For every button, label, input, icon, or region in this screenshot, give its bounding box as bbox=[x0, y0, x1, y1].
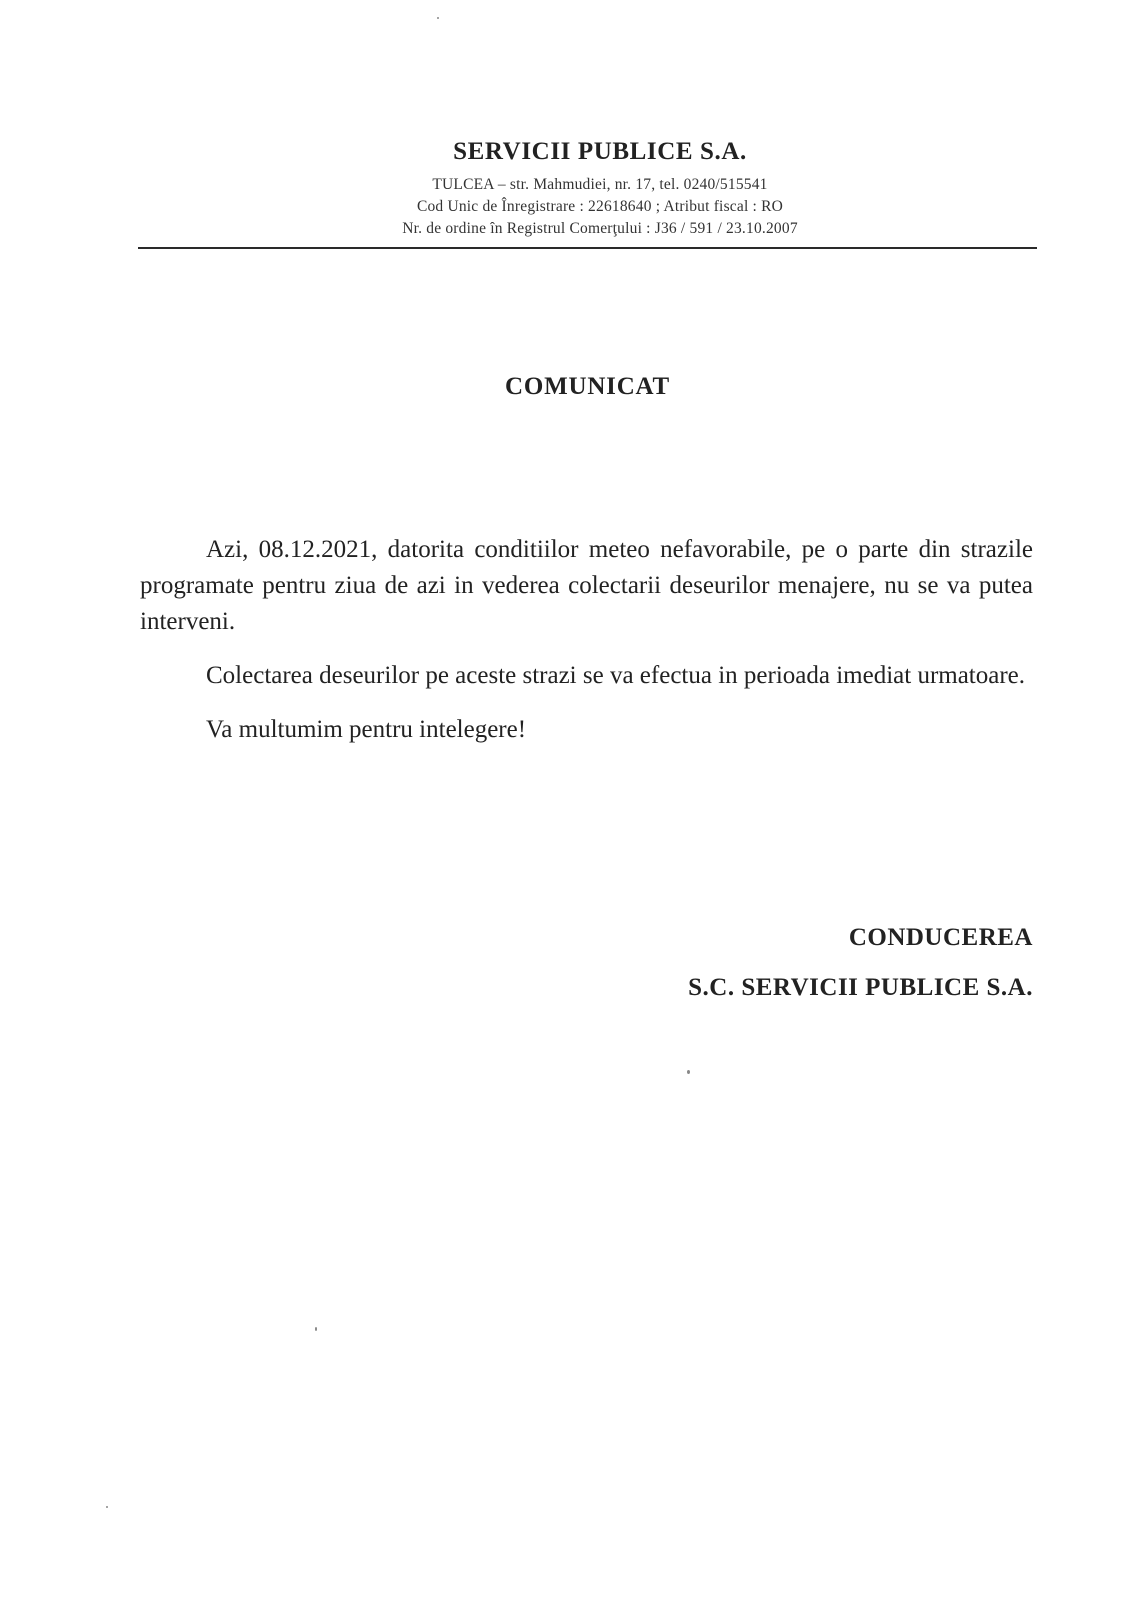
document-title: COMUNICAT bbox=[504, 373, 671, 400]
company-registration: Cod Unic de Înregistrare : 22618640 ; Atribut fiscal : RO bbox=[416, 198, 784, 215]
body-paragraph: Va multumim pentru intelegere! bbox=[206, 716, 527, 743]
signature-title: CONDUCEREA bbox=[848, 924, 1033, 951]
company-address: TULCEA – str. Mahmudiei, nr. 17, tel. 0240/515541 bbox=[432, 176, 768, 193]
letterhead-divider bbox=[138, 247, 1037, 249]
body-paragraph: Colectarea deseurilor pe aceste strazi se va efectua in perioada imediat urmatoare. bbox=[206, 662, 1026, 689]
company-name: SERVICII PUBLICE S.A. bbox=[453, 138, 747, 165]
scan-speck bbox=[687, 1070, 690, 1074]
signature-block bbox=[688, 913, 1033, 1013]
document-body bbox=[140, 532, 1033, 766]
scan-speck bbox=[437, 17, 439, 19]
company-registry-number: Nr. de ordine în Registrul Comerţului : J36 / 591 / 23.10.2007 bbox=[402, 220, 798, 237]
scan-speck bbox=[106, 1506, 108, 1508]
signature-company: S.C. SERVICII PUBLICE S.A. bbox=[688, 974, 1033, 1001]
body-paragraph: Azi, 08.12.2021, datorita conditiilor meteo nefavorabile, pe o parte din strazile programate pentru ziua de azi in vederea colectarii deseurilor menajere, nu se va putea interveni. bbox=[140, 536, 1033, 635]
scan-speck bbox=[315, 1327, 317, 1331]
